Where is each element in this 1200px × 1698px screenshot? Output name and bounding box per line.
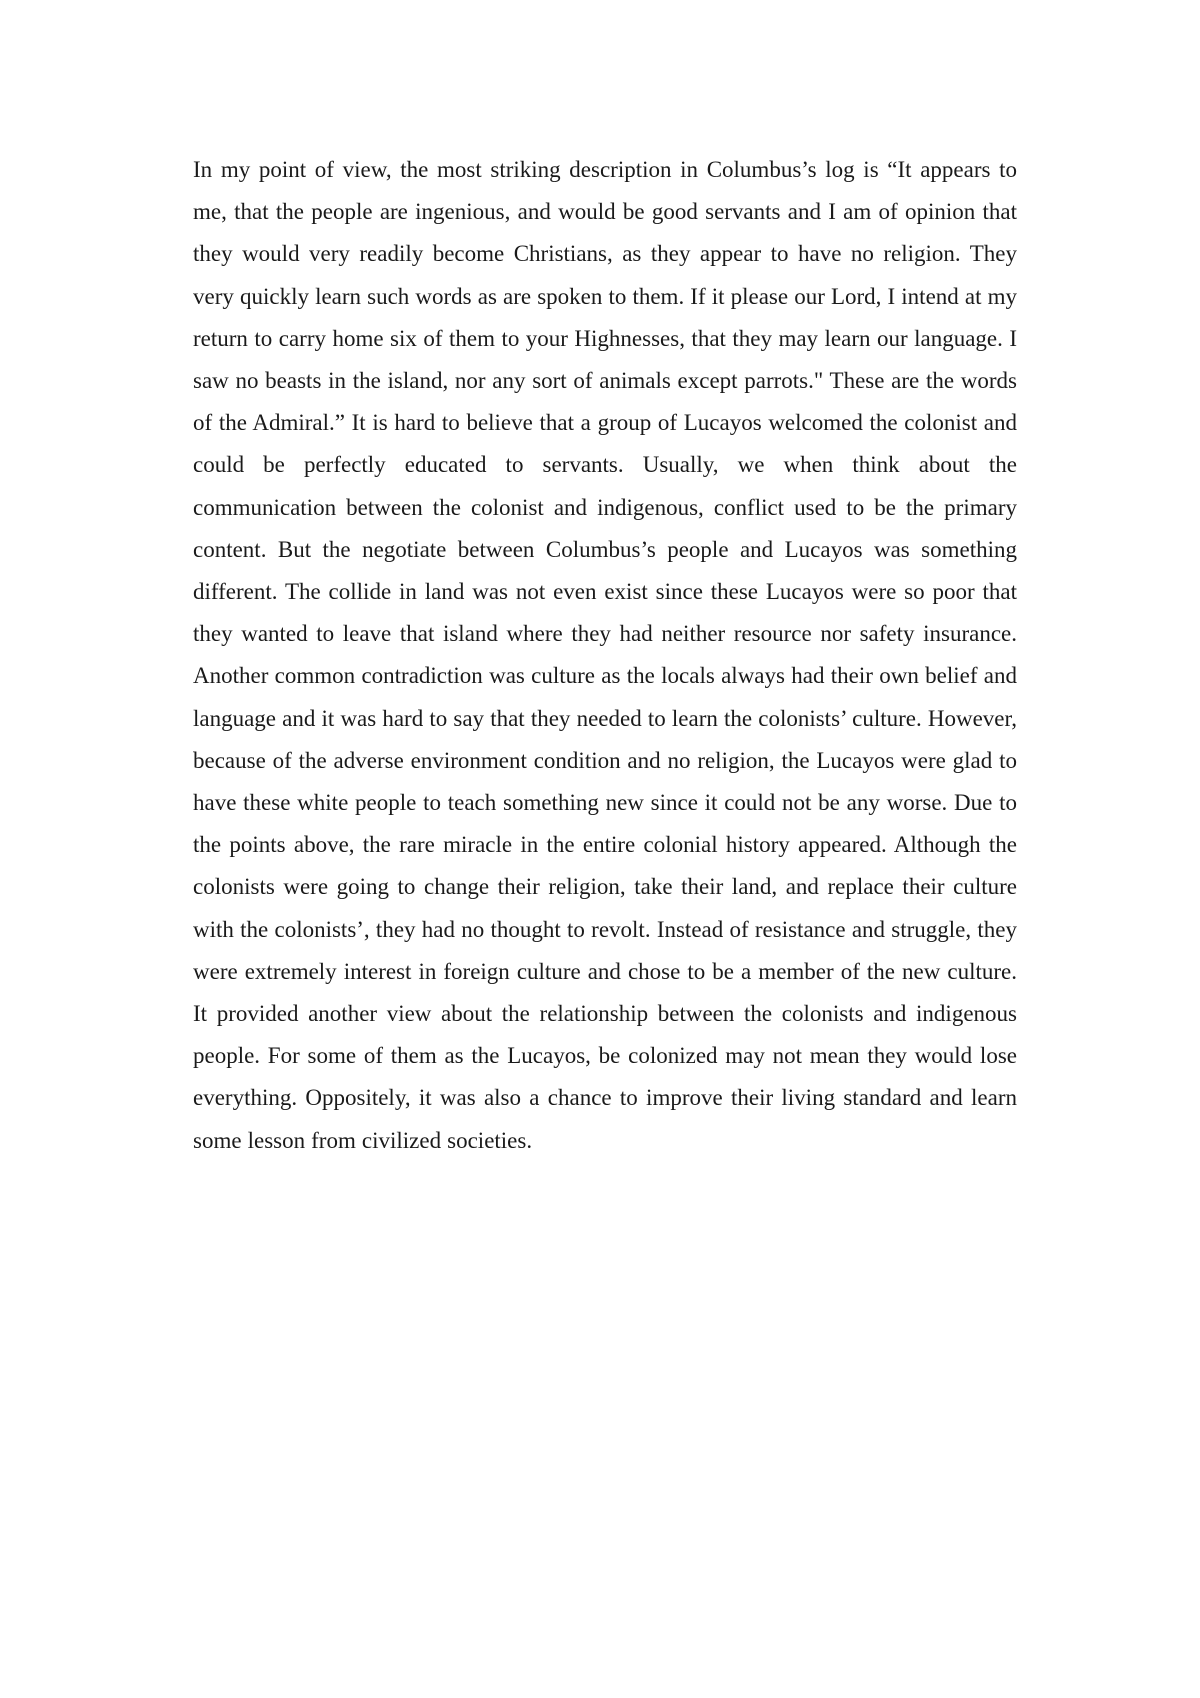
- body-paragraph: In my point of view, the most striking description in Columbus’s log is “It appears to me, that the people are ingenious, and would be good servants and I am of opinion that they would very readily become Christians, as they appear to have no religion. They very quickly learn such words as are spoken to them. If it please our Lord, I intend at my return to carry home six of them to your Highnesses, that they may learn our language. I saw no beasts in the island, nor any sort of animals except parrots." These are the words of the Admiral.” It is hard to believe that a group of Lucayos welcomed the colonist and could be perfectly educated to servants. Usually, we when think about the communication between the colonist and indigenous, conflict used to be the primary content. But the negotiate between Columbus’s people and Lucayos was something different. The collide in land was not even exist since these Lucayos were so poor that they wanted to leave that island where they had neither resource nor safety insurance. Another common contradiction was culture as the locals always had their own belief and language and it was hard to say that they needed to learn the colonists’ culture. However, because of the adverse environment condition and no religion, the Lucayos were glad to have these white people to teach something new since it could not be any worse. Due to the points above, the rare miracle in the entire colonial history appeared. Although the colonists were going to change their religion, take their land, and replace their culture with the colonists’, they had no thought to revolt. Instead of resistance and struggle, they were extremely interest in foreign culture and chose to be a member of the new culture. It provided another view about the relationship between the colonists and indigenous people. For some of them as the Lucayos, be colonized may not mean they would lose everything. Oppositely, it was also a chance to improve their living standard and learn some lesson from civilized societies.: [193, 157, 1017, 1153]
